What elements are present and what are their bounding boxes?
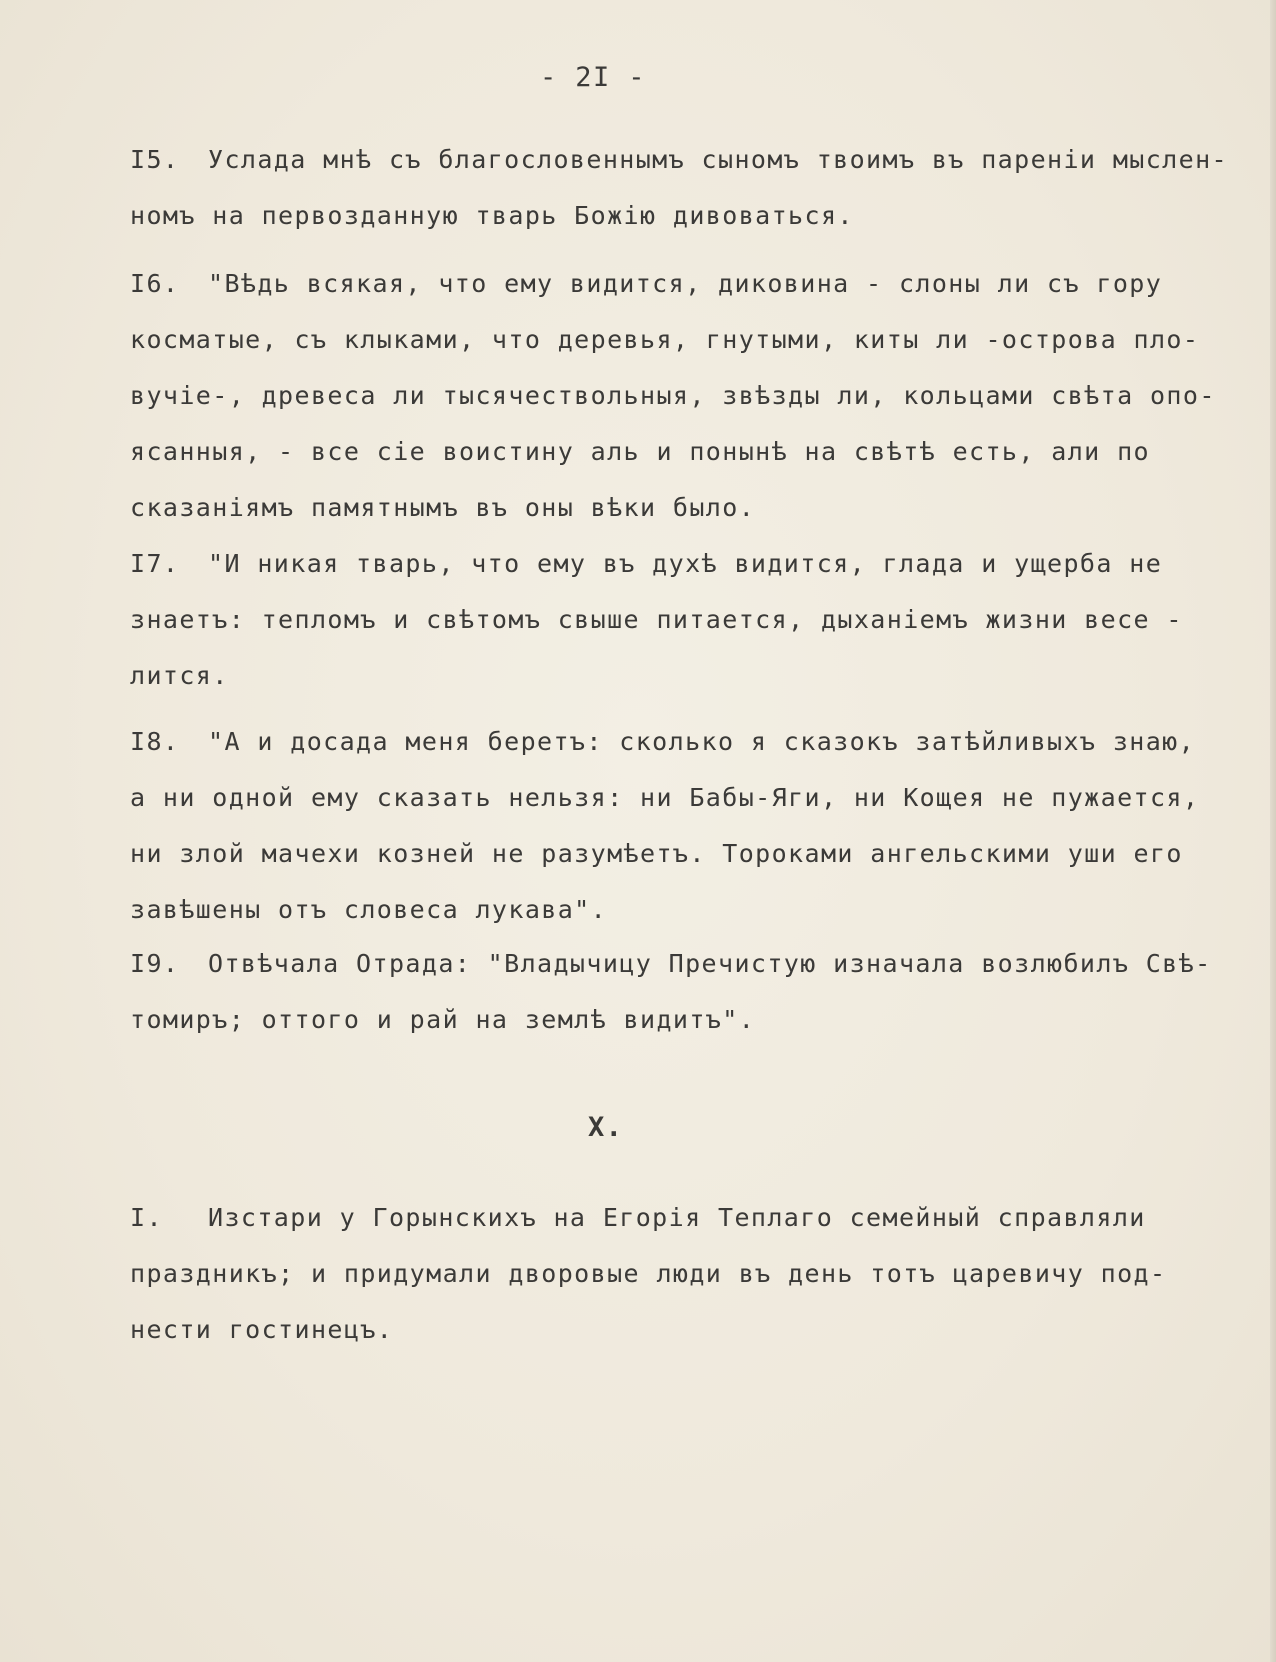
paragraph-16 [130, 256, 1230, 536]
paragraph-number: I5. [130, 145, 180, 174]
paragraph-line [130, 936, 1230, 992]
page-number: - 2I - [540, 62, 646, 93]
line-text: "А и досада меня беретъ: сколько я сказокъ затѣйливыхъ знаю, [208, 727, 1196, 756]
paragraph-number: I7. [130, 549, 180, 578]
paragraph-line: вучіе-, древеса ли тысячествольныя, звѣзды ли, кольцами свѣта опо- [130, 381, 1216, 410]
paragraph-15 [130, 132, 1230, 244]
paragraph-line: ни злой мачехи козней не разумѣетъ. Тороками ангельскими уши его [130, 839, 1183, 868]
line-text: "Вѣдь всякая, что ему видится, диковина - слоны ли съ гору [208, 269, 1163, 298]
paragraph-18 [130, 714, 1230, 938]
paragraph-line: завѣшены отъ словеса лукава". [130, 895, 608, 924]
paragraph-line: лится. [130, 661, 229, 690]
paragraph-line: томиръ; оттого и рай на землѣ видитъ". [130, 1005, 756, 1034]
paragraph-line: знаетъ: тепломъ и свѣтомъ свыше питается, дыханіемъ жизни весе - [130, 605, 1183, 634]
paragraph-line: праздникъ; и придумали дворовые люди въ день тотъ царевичу под- [130, 1259, 1167, 1288]
paragraph-number: I6. [130, 269, 180, 298]
line-text: Услада мнѣ съ благословеннымъ сыномъ твоимъ въ пареніи мыслен- [208, 145, 1228, 174]
paragraph-line: сказаніямъ памятнымъ въ оны вѣки было. [130, 493, 756, 522]
paragraph-line [130, 536, 1230, 592]
paragraph-line: косматые, съ клыками, что деревья, гнутыми, киты ли -острова пло- [130, 325, 1200, 354]
paragraph-line: нести гостинецъ. [130, 1315, 394, 1344]
line-text: "И никая тварь, что ему въ духѣ видится, глада и ущерба не [208, 549, 1163, 578]
paragraph-number: I8. [130, 727, 180, 756]
paragraph-line: номъ на первозданную тварь Божію дивоваться. [130, 201, 854, 230]
section-heading: X. [588, 1112, 624, 1143]
paragraph-number: I9. [130, 949, 180, 978]
paragraph-19 [130, 936, 1230, 1048]
paragraph-17 [130, 536, 1230, 704]
line-text: Изстари у Горынскихъ на Егорія Теплаго семейный справляли [208, 1203, 1146, 1232]
paragraph-line [130, 132, 1230, 188]
paragraph-line [130, 256, 1230, 312]
paragraph-line [130, 1190, 1230, 1246]
section-paragraph-1 [130, 1190, 1230, 1358]
page-edge [1270, 0, 1276, 1662]
paragraph-number: I. [130, 1203, 163, 1232]
line-text: Отвѣчала Отрада: "Владычицу Пречистую изначала возлюбилъ Свѣ- [208, 949, 1212, 978]
paragraph-line: а ни одной ему сказать нельзя: ни Бабы-Яги, ни Кощея не пужается, [130, 783, 1200, 812]
paragraph-line: ясанныя, - все сіе воистину аль и понынѣ на свѣтѣ есть, али по [130, 437, 1150, 466]
paragraph-line [130, 714, 1230, 770]
